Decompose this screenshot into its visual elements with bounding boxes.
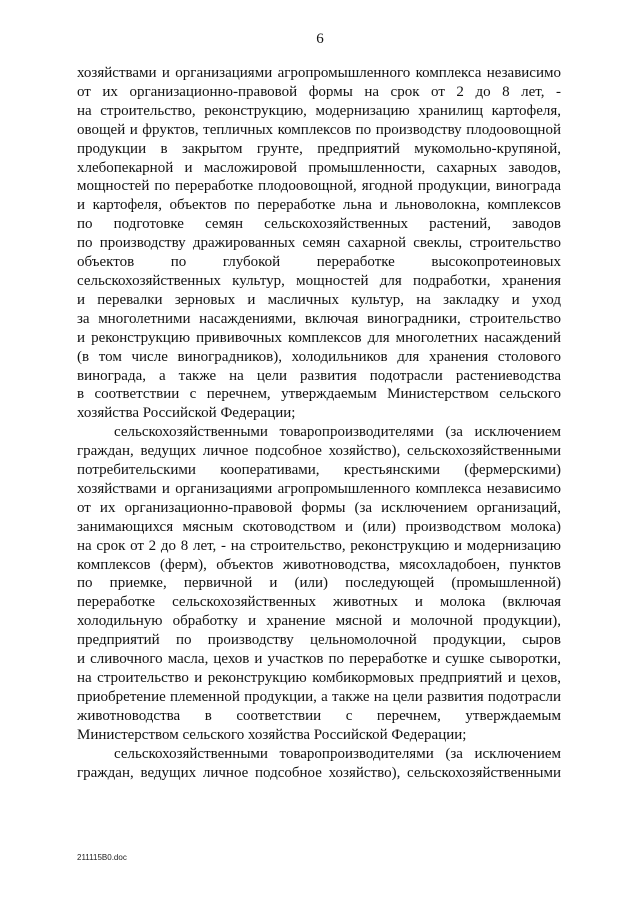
text-line: комплексов (ферм), объектов животноводства, мясохладобоен, пунктов — [77, 556, 561, 573]
text-line: предприятий по производству цельномолочной продукции, сыров — [77, 632, 561, 649]
text-line: хозяйствами и организациями агропромышленного комплекса независимо — [77, 65, 561, 81]
text-line: потребительскими кооперативами, крестьянскими (фермерскими) — [77, 462, 561, 479]
text-line: продукции в закрытом грунте, предприятий мукомольно-крупяной, — [77, 140, 561, 157]
text-line: винограда, а также на цели развития подотрасли растениеводства — [77, 367, 561, 384]
text-line: холодильную обработку и хранение мясной и молочной продукции), — [77, 613, 561, 630]
document-body — [77, 64, 561, 782]
text-line: на строительство и реконструкцию комбикормовых предприятий и цехов, — [77, 670, 561, 686]
text-line: хозяйствами и организациями агропромышленного комплекса независимо — [77, 480, 561, 497]
text-line: граждан, ведущих личное подсобное хозяйство), сельскохозяйственными — [77, 443, 561, 460]
text-line: от их организационно-правовой формы на срок от 2 до 8 лет, - — [77, 83, 561, 100]
text-line: и сливочного масла, цехов и участков по переработке и сушке сыворотки, — [77, 651, 561, 668]
text-line: и перевалки зерновых и масличных культур, на закладку и уход — [77, 291, 561, 308]
text-line: переработке сельскохозяйственных животных и молока (включая — [77, 594, 561, 611]
text-line: животноводства в соответствии с перечнем, утверждаемым — [77, 707, 561, 724]
text-line: сельскохозяйственных культур, мощностей для подработки, хранения — [77, 272, 561, 289]
text-line: объектов по глубокой переработке высокопротеиновых — [77, 254, 561, 271]
text-line: мощностей по переработке плодоовощной, ягодной продукции, винограда — [77, 178, 561, 195]
paragraph — [77, 745, 561, 783]
text-line: в соответствии с перечнем, утверждаемым Министерством сельского — [77, 386, 561, 403]
text-line: овощей и фруктов, тепличных комплексов по производству плодоовощной — [77, 121, 561, 138]
paragraph — [77, 64, 561, 423]
text-line: (в том числе виноградников), холодильников для хранения столового — [77, 348, 561, 365]
text-line: приобретение племенной продукции, а также на цели развития подотрасли — [77, 688, 561, 705]
text-line: по производству дражированных семян сахарной свеклы, строительство — [77, 235, 561, 252]
text-line: по приемке, первичной и (или) последующей (промышленной) — [77, 575, 561, 592]
text-line: за многолетними насаждениями, включая виноградники, строительство — [77, 310, 561, 327]
page-number: 6 — [316, 31, 324, 47]
text-line: занимающихся мясным скотоводством и (или) производством молока) — [77, 518, 561, 535]
text-line: граждан, ведущих личное подсобное хозяйство), сельскохозяйственными — [77, 764, 561, 781]
text-line: от их организационно-правовой формы (за исключением организаций, — [77, 499, 561, 516]
text-line: хозяйства Российской Федерации; — [77, 405, 296, 422]
text-line: по подготовке семян сельскохозяйственных растений, заводов — [77, 216, 561, 233]
paragraph — [77, 423, 561, 744]
document-footer-filename: 211115В0.doc — [77, 853, 127, 862]
text-line: сельскохозяйственными товаропроизводителями (за исключением — [114, 424, 561, 441]
text-line: и картофеля, объектов по переработке льна и льноволокна, комплексов — [77, 197, 561, 214]
text-line: на срок от 2 до 8 лет, - на строительство, реконструкцию и модернизацию — [77, 537, 561, 554]
text-line: Министерством сельского хозяйства Российской Федерации; — [77, 726, 467, 743]
text-line: сельскохозяйственными товаропроизводителями (за исключением — [114, 745, 561, 762]
text-line: хлебопекарной и масложировой промышленности, сахарных заводов, — [77, 159, 561, 176]
text-line: и реконструкцию прививочных комплексов для многолетних насаждений — [77, 329, 561, 346]
text-line: на строительство, реконструкцию, модернизацию хранилищ картофеля, — [77, 102, 561, 119]
